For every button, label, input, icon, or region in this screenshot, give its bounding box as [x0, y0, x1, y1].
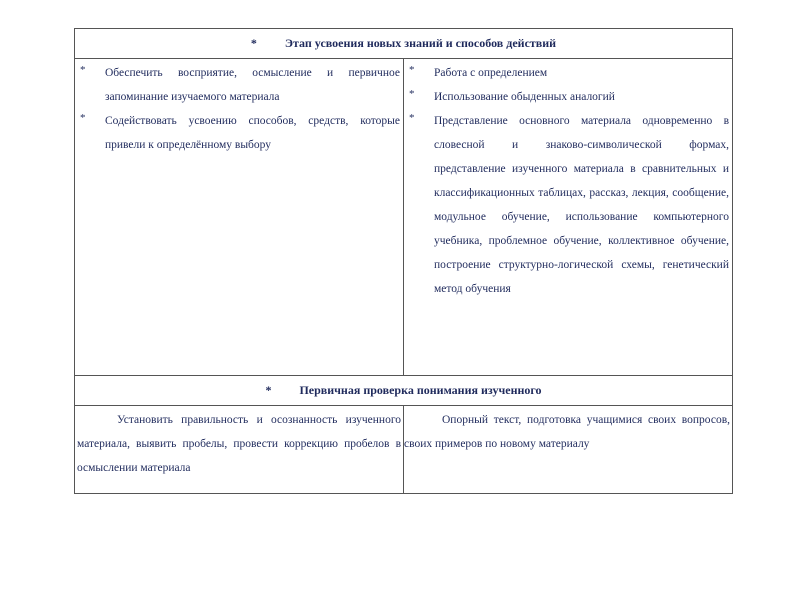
check-header-row: [75, 376, 733, 406]
check-goal-text: Установить правильность и осознанность изученного материала, выявить пробелы, провести коррекцию пробелов в осмыслении материала: [77, 414, 401, 474]
list-item-text: Использование обыденных аналогий: [434, 91, 615, 103]
bullet-marker: *: [250, 36, 257, 50]
list-item-text: Работа с определением: [434, 67, 548, 79]
list-item: [406, 85, 729, 109]
bullet-marker: *: [409, 64, 415, 76]
check-header-title: Первичная проверка понимания изученного: [299, 383, 542, 397]
stage-goals-list: [75, 59, 403, 157]
list-item-text: Содействовать усвоению способов, средств, которые привели к определённому выбору: [105, 115, 400, 151]
check-method-cell: [404, 406, 733, 494]
check-goal-cell: [75, 406, 404, 494]
bullet-marker: *: [80, 112, 86, 124]
stage-header-row: [75, 29, 733, 59]
lesson-stages-table: [74, 28, 733, 494]
stage-header-cell: [75, 29, 733, 59]
list-item-text: Обеспечить восприятие, осмысление и первичное запоминание изучаемого материала: [105, 67, 400, 103]
bullet-marker: *: [409, 88, 415, 100]
stage-content-row: [75, 59, 733, 376]
check-method-text: Опорный текст, подготовка учащимися своих вопросов, своих примеров по новому материалу: [404, 414, 730, 450]
bullet-marker: *: [80, 64, 86, 76]
list-item: [406, 109, 729, 301]
stage-header-title: Этап усвоения новых знаний и способов действий: [284, 36, 557, 50]
list-item-text: Представление основного материала одновременно в словесной и знаково-символической формах, представление изученного материала в сравнительных и классификационных таблицах, рассказ, лекция, сообщение, модульное обучение, использование компьютерного учебника, проблемное обучение, коллективное обучение, построение структурно-логической схемы, генетический метод обучения: [434, 115, 729, 295]
stage-methods-list: [404, 59, 732, 301]
bullet-marker: *: [409, 112, 415, 124]
check-content-row: [75, 406, 733, 494]
stage-goals-cell: [75, 59, 404, 376]
list-item: [77, 61, 400, 109]
bullet-marker: *: [265, 383, 272, 397]
list-item: [77, 109, 400, 157]
stage-methods-cell: [404, 59, 733, 376]
check-header-cell: [75, 376, 733, 406]
list-item: [406, 61, 729, 85]
